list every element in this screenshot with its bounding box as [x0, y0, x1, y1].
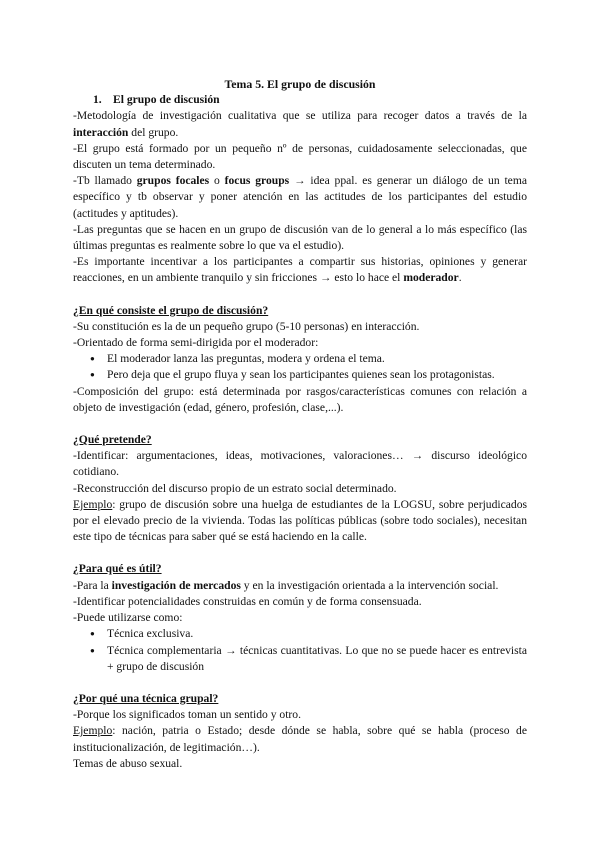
- section-2-paragraph: -Su constitución es la de un pequeño grupo (5-10 personas) en interacción.: [73, 319, 420, 333]
- text-span: → idea ppal. es generar un diálogo de un tema específico y tb observar y poner atención en las actitudes de los participantes del estudio (actitudes y aptitudes).: [73, 174, 527, 220]
- bold-term: moderador: [403, 271, 459, 285]
- section-1-number: 1.: [93, 93, 102, 107]
- section-3-paragraph: -Reconstrucción del discurso propio de un estrato social determinado.: [73, 481, 397, 495]
- section-1-paragraph: -Las preguntas que se hacen en un grupo de discusión van de lo general a lo más específico (las últimas preguntas es realmente sobre lo que va el estudio).: [73, 222, 527, 253]
- example-label: Ejemplo: [73, 724, 113, 738]
- bold-term: interacción: [73, 125, 129, 139]
- section-5-paragraph: -Porque los significados toman un sentido y otro.: [73, 708, 301, 722]
- bold-term: grupos focales: [136, 174, 210, 188]
- section-1-paragraph: -El grupo está formado por un pequeño nº de personas, cuidadosamente seleccionadas, que discuten un tema determinado.: [73, 141, 527, 172]
- section-5-example: [73, 723, 527, 755]
- text-span: y en la investigación orientada a la intervención social.: [240, 578, 499, 592]
- text-span: : grupo de discusión sobre una huelga de estudiantes de la LOGSU, sobre perjudicados por el elevado precio de la vivienda. Todas las políticas públicas (sobre todo sociales), necesitan este tipo de técnicas para saber qué se está haciendo en la calle.: [73, 497, 527, 544]
- section-1-heading: [73, 92, 527, 108]
- text-span: -Tb llamado: [73, 174, 137, 188]
- section-4-bullet-list: [73, 626, 527, 675]
- list-item: ● El moderador lanza las preguntas, modera y ordena el tema.: [107, 351, 527, 367]
- section-5-heading: ¿Por qué una técnica grupal?: [73, 691, 219, 705]
- section-3-heading: ¿Qué pretende?: [73, 433, 152, 447]
- section-4-paragraph: [73, 578, 527, 594]
- text-span: -Para la: [73, 578, 112, 592]
- section-4-heading: ¿Para qué es útil?: [73, 562, 162, 576]
- section-4-paragraph: -Puede utilizarse como:: [73, 611, 183, 625]
- list-item: ● Técnica exclusiva.: [107, 626, 527, 642]
- bold-term: investigación de mercados: [111, 578, 241, 592]
- section-1-paragraph: [73, 173, 527, 222]
- list-item: ● Pero deja que el grupo fluya y sean los participantes quienes sean los protagonistas.: [107, 367, 527, 383]
- section-1-paragraph: [73, 108, 527, 140]
- section-3-paragraph: -Identificar: argumentaciones, ideas, motivaciones, valoraciones… → discurso ideológico cotidiano.: [73, 449, 527, 479]
- section-3-example: [73, 497, 527, 546]
- section-2-heading: ¿En qué consiste el grupo de discusión?: [73, 303, 269, 317]
- section-2-paragraph: -Orientado de forma semi-dirigida por el moderador:: [73, 336, 319, 350]
- bold-term: focus groups: [224, 174, 290, 188]
- text-span: -Metodología de investigación cualitativa que se utiliza para recoger datos a través de la: [73, 109, 527, 123]
- text-span: del grupo.: [128, 125, 179, 139]
- text-span: -Es importante incentivar a los participantes a compartir sus historias, opiniones y generar reacciones, en un ambiente tranquilo y sin fricciones → esto lo hace el: [73, 255, 527, 285]
- section-5-paragraph: Temas de abuso sexual.: [73, 756, 183, 770]
- list-item: ● Técnica complementaria → técnicas cuantitativas. Lo que no se puede hacer es entrevista + grupo de discusión: [107, 643, 527, 675]
- page-title: Tema 5. El grupo de discusión: [224, 77, 376, 91]
- text-span: .: [458, 271, 462, 285]
- section-2-paragraph: -Composición del grupo: está determinada por rasgos/características comunes con relación a objeto de investigación (edad, género, profesión, clase,...).: [73, 384, 527, 414]
- section-4-paragraph: -Identificar potencialidades construidas en común y de forma consensuada.: [73, 594, 422, 608]
- text-span: : nación, patria o Estado; desde dónde se habla, sobre qué se habla (proceso de institucionalización, de legitimación…).: [73, 724, 527, 754]
- example-label: Ejemplo: [73, 497, 113, 511]
- section-1-heading-text: El grupo de discusión: [113, 93, 220, 107]
- section-1-paragraph: [73, 254, 527, 286]
- text-span: o: [209, 174, 225, 188]
- section-2-bullet-list: [73, 351, 527, 383]
- document-body: [73, 76, 527, 772]
